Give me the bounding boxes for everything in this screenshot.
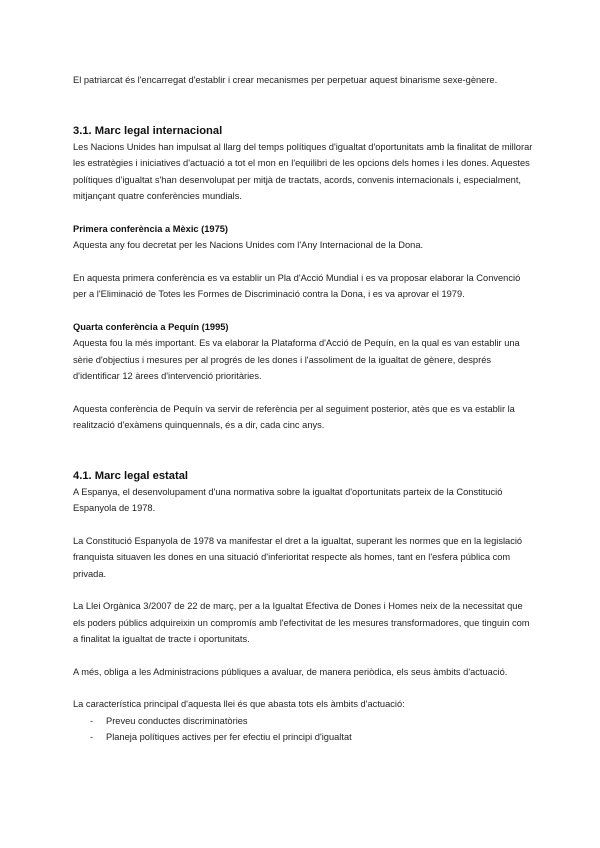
list-item-text: Planeja polítiques actives per fer efectiu el principi d'igualtat [106,732,352,742]
state-paragraph-4: A més, obliga a les Administracions públiques a avaluar, de manera periòdica, els seus àmbits d'actuació. [73,666,508,677]
document-body [73,72,533,746]
list-item [73,713,533,730]
subheading-mexico: Primera conferència a Mèxic (1975) [73,223,229,234]
bullet-dash: - [90,715,94,726]
state-paragraph-3: La Llei Orgànica 3/2007 de 22 de març, per a la Igualtat Efectiva de Dones i Homes neix de la necessitat que els poders públics adquireixin un compromís amb l'efectivitat de les mesures transformadores, que tinguin com a finalitat la igualtat de tracte i oportunitats. [73,601,530,644]
mexico-paragraph-1: Aquesta any fou decretat per les Nacions Unides com l'Any Internacional de la Dona. [73,240,424,250]
bullet-dash: - [90,732,94,742]
international-paragraph: Les Nacions Unides han impulsat al llarg del temps polítiques d'igualtat d'oportunitats amb la finalitat de millorar les estratègies i iniciatives d'actuació a tot el mon en l'equilibri de les opcions dels homes i les dones. Aquestes polítiques d'igualtat s'han desenvolupat per mitjà de tractats, acords, convenis internacionals i, especialment, mitjançant quatre conferències mundials. [73,141,533,201]
mexico-paragraph-2: En aquesta primera conferència es va establir un Pla d'Acció Mundial i es va proposar elaborar la Convenció per a l'Eliminació de Totes les Formes de Discriminació contra la Dona, i es va aprovar el 1979. [73,272,521,299]
state-paragraph-2: La Constitució Espanyola de 1978 va manifestar el dret a la igualtat, superant les normes que en la legislació franquista situaven les dones en una situació d'inferioritat respecte als homes, tant en l'esfera pública com privada. [73,535,523,579]
intro-paragraph: El patriarcat és l'encarregat d'establir i crear mecanismes per perpetuar aquest binarisme sexe-gènere. [73,75,498,85]
state-paragraph-5: La característica principal d'aquesta llei és que abasta tots els àmbits d'actuació: [73,699,405,709]
section-heading-international: 3.1. Marc legal internacional [73,124,223,137]
beijing-paragraph-2: Aquesta conferència de Pequín va servir de referència per al seguiment posterior, atès que es va establir la realització d'exàmens quinquennals, és a dir, cada cinc anys. [73,403,515,430]
beijing-paragraph-1: Aquesta fou la més important. Es va elaborar la Plataforma d'Acció de Pequín, en la qual es van establir una sèrie d'objectius i mesures per al progrés de les dones i l'assoliment de la igualtat de gènere, després d'identificar 12 àrees d'intervenció prioritàries. [73,338,520,381]
section-heading-state: 4.1. Marc legal estatal [73,469,189,482]
list-item [73,729,533,746]
subheading-beijing: Quarta conferència a Pequín (1995) [73,321,229,332]
list-item-text: Preveu conductes discriminatòries [106,715,248,726]
state-paragraph-1: A Espanya, el desenvolupament d'una normativa sobre la igualtat d'oportunitats parteix de la Constitució Espanyola de 1978. [73,486,503,513]
bullet-list [73,713,533,746]
